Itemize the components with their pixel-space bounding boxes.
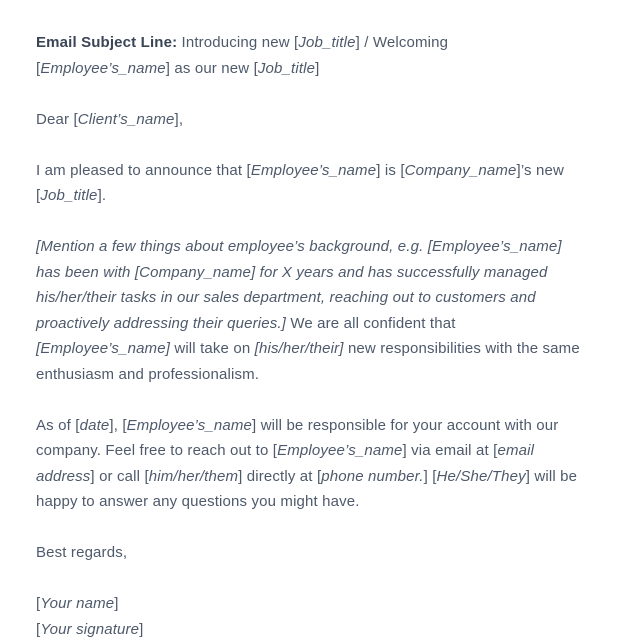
signoff-paragraph (36, 540, 582, 566)
text-run: will take on (170, 340, 255, 357)
text-run: Your signature (40, 621, 139, 638)
text-run: ] (315, 60, 319, 77)
text-run: [ (73, 111, 77, 128)
text-run: ] (402, 442, 406, 459)
text-run: [ (144, 468, 148, 485)
background-paragraph (36, 234, 582, 387)
announcement-paragraph (36, 158, 582, 209)
text-run: ] (166, 60, 170, 77)
text-run: [Mention a few things about employee’s background, e.g. [Employee’s_name] has been with [Company_name] for X years and has successfully managed his/her/their tasks in our sales department, reaching out to customers and proactively addressing their queries.] (36, 238, 562, 332)
text-run: is (381, 162, 401, 179)
text-run: He/She/They (437, 468, 526, 485)
text-run: [his/her/their] (255, 340, 344, 357)
text-run: email address (36, 442, 534, 485)
text-run: ], (175, 111, 184, 128)
text-run: [ (122, 417, 126, 434)
text-run: [Employee’s_name] (36, 340, 170, 357)
text-run: ] (376, 162, 380, 179)
subject-line-paragraph (36, 30, 582, 81)
text-run: [ (294, 34, 298, 51)
text-run: date (80, 417, 110, 434)
text-run: Best regards, (36, 544, 127, 561)
text-run: as our new (170, 60, 254, 77)
text-run: via email at (407, 442, 493, 459)
text-run: him/her/them (149, 468, 238, 485)
text-run: Company_name (405, 162, 517, 179)
text-run: We are all confident that (286, 315, 456, 332)
text-run: [ (36, 621, 40, 638)
text-run: [ (36, 187, 40, 204)
text-run: Client’s_name (78, 111, 175, 128)
text-run: new responsibilities with the same enthusiasm and professionalism. (36, 340, 580, 383)
text-run: ], (109, 417, 122, 434)
your-name-paragraph (36, 591, 582, 617)
text-run: Employee’s_name (127, 417, 252, 434)
text-run: Employee’s_name (251, 162, 376, 179)
text-run: ] (252, 417, 256, 434)
text-run: [ (400, 162, 404, 179)
text-run: [ (273, 442, 277, 459)
your-signature-paragraph (36, 617, 582, 642)
text-run: or call (95, 468, 145, 485)
text-run: ] (424, 468, 433, 485)
text-run: Job_title (258, 60, 315, 77)
text-run: ] (114, 595, 118, 612)
text-run: Job_title (298, 34, 355, 51)
text-run: ] (526, 468, 530, 485)
text-run: ] (238, 468, 242, 485)
text-run: Email Subject Line: (36, 34, 177, 51)
salutation-paragraph (36, 107, 582, 133)
text-run: will be happy to answer any questions you might have. (36, 468, 577, 511)
text-run: / Welcoming (360, 34, 448, 51)
text-run: ] (356, 34, 360, 51)
text-run: phone number. (321, 468, 423, 485)
text-run: I am pleased to announce that (36, 162, 246, 179)
text-run: Your name (40, 595, 114, 612)
text-run: [ (254, 60, 258, 77)
text-run: ] (139, 621, 143, 638)
text-run: [ (432, 468, 436, 485)
text-run: [ (75, 417, 79, 434)
text-run: As of (36, 417, 75, 434)
text-run: [ (493, 442, 497, 459)
text-run: ]. (98, 187, 107, 204)
text-run: [ (246, 162, 250, 179)
text-run: [ (317, 468, 321, 485)
text-run: [ (36, 60, 40, 77)
text-run: Employee’s_name (40, 60, 165, 77)
text-run: ]’s new (517, 162, 564, 179)
text-run: Dear (36, 111, 73, 128)
text-run: directly at (242, 468, 316, 485)
email-template-body (36, 30, 582, 642)
text-run: will be responsible for your account with our company. Feel free to reach out to (36, 417, 558, 460)
text-run: Introducing new (177, 34, 294, 51)
text-run: [ (36, 595, 40, 612)
text-run: Job_title (40, 187, 97, 204)
text-run: ] (90, 468, 94, 485)
text-run: Employee’s_name (277, 442, 402, 459)
handover-paragraph (36, 413, 582, 515)
